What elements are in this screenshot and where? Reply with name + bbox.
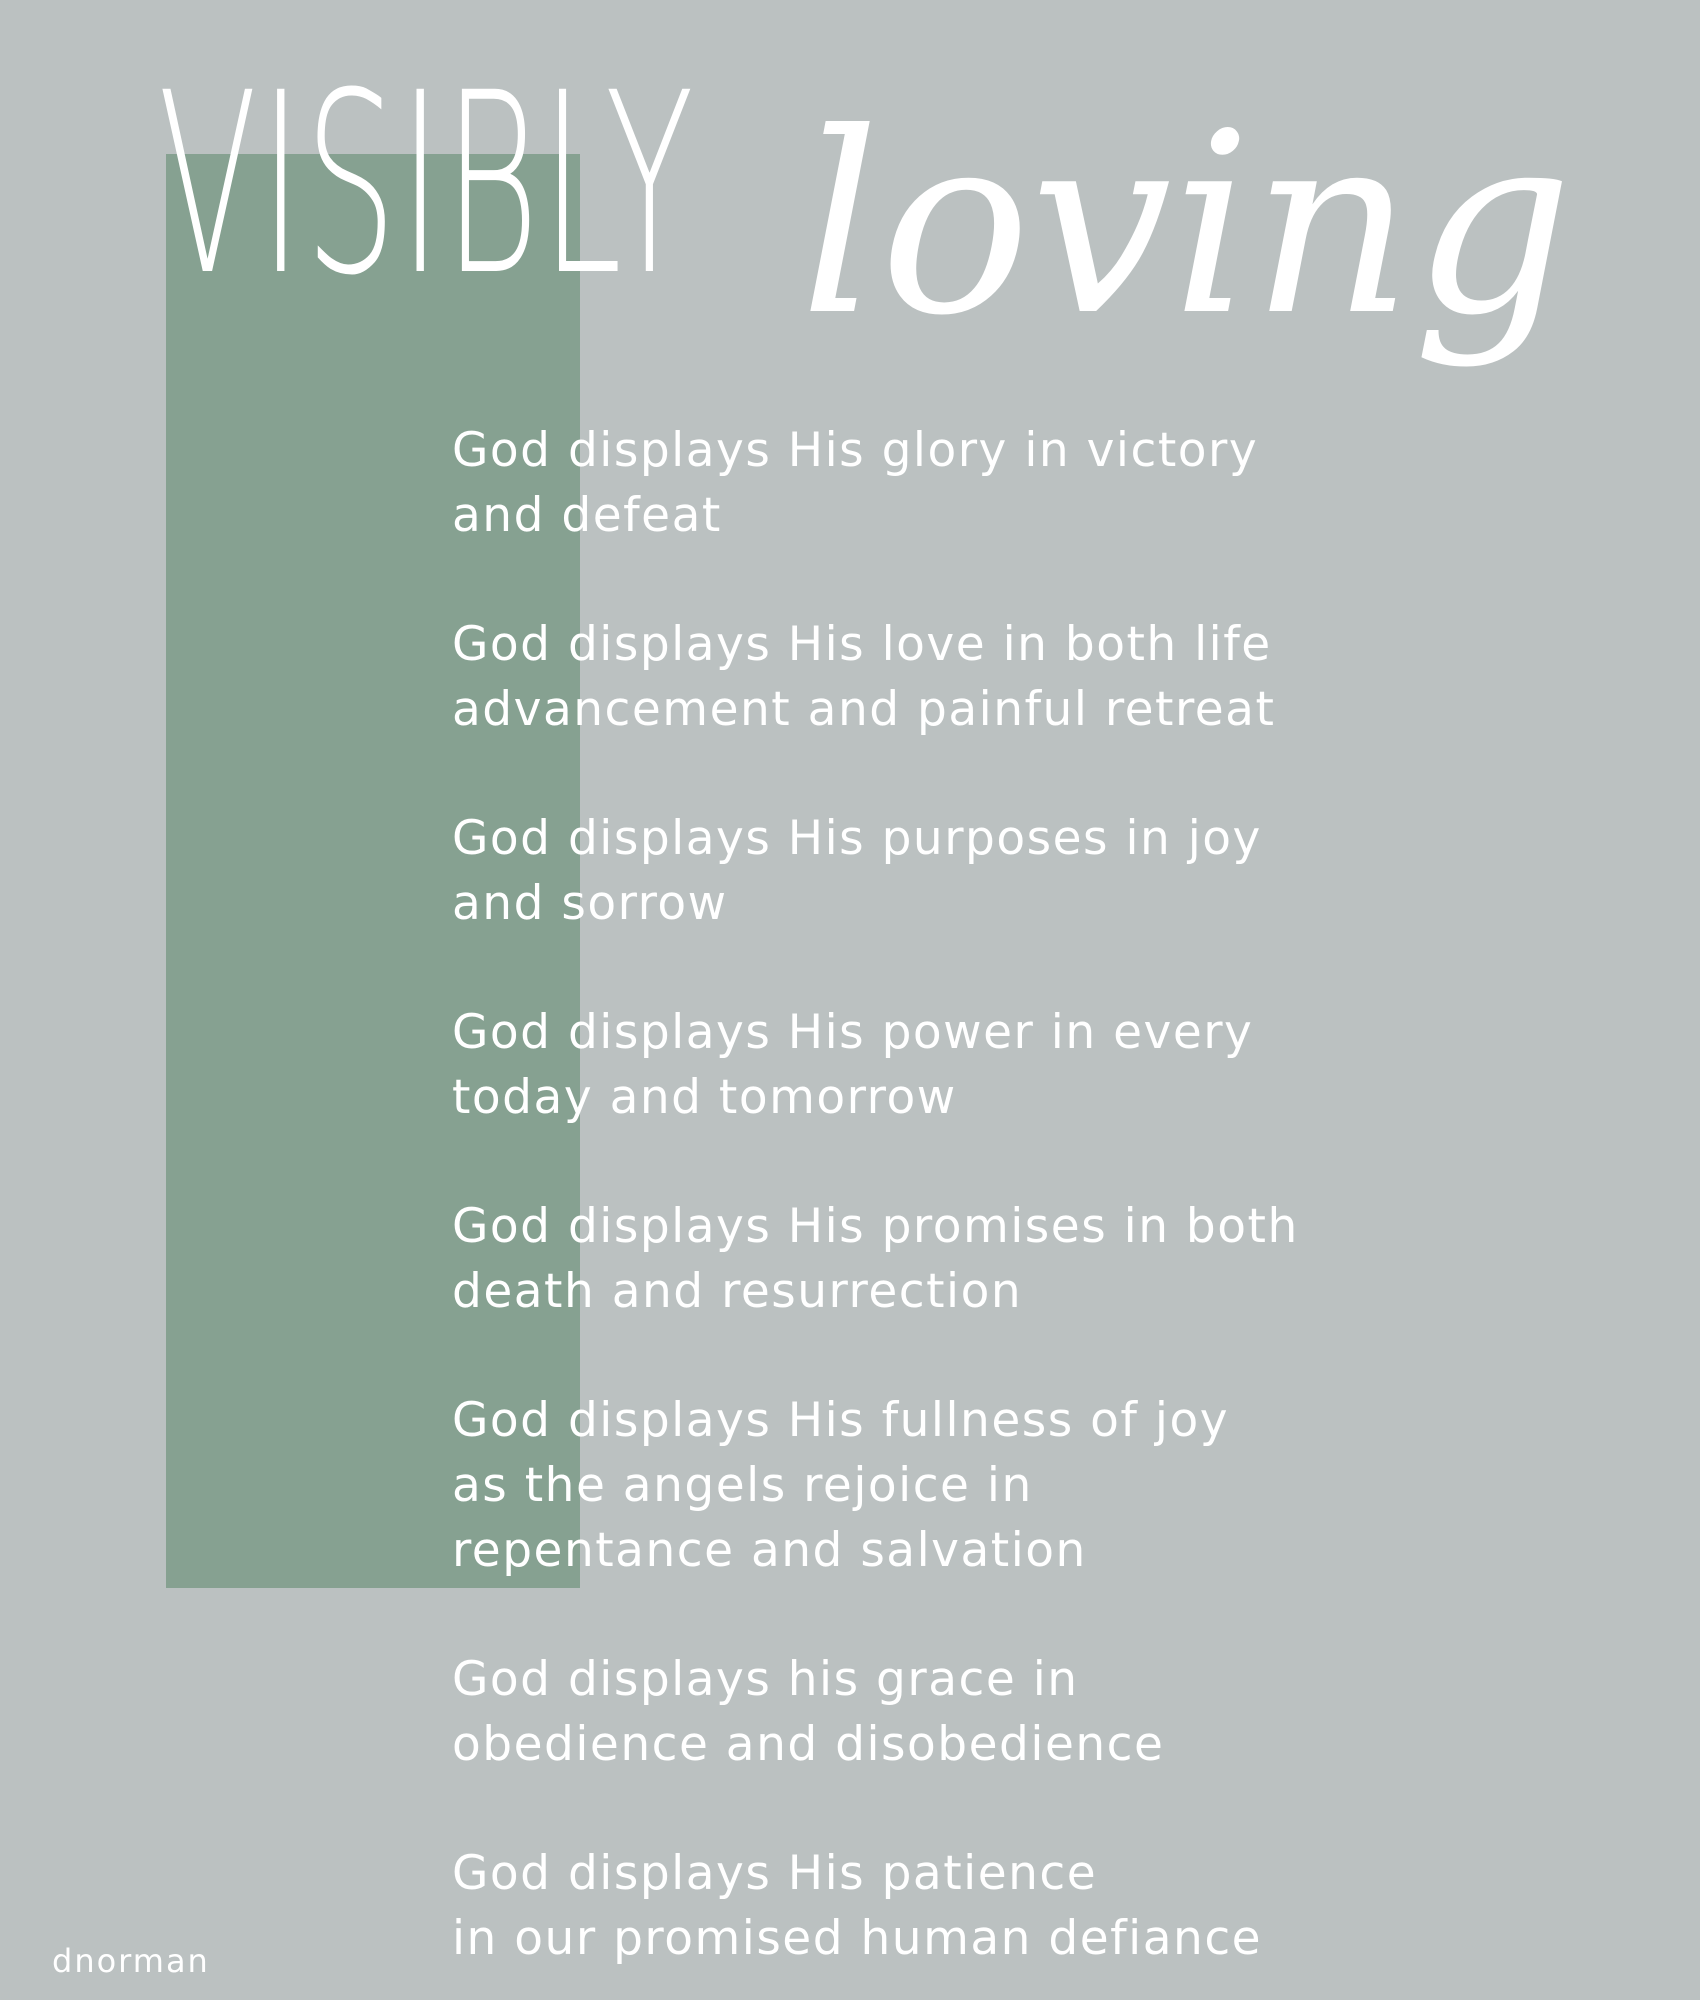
stanza-2 [452, 612, 1352, 742]
stanza-line: advancement and painful retreat [452, 682, 1276, 737]
stanza-line: God displays His glory in victory [452, 423, 1259, 478]
stanza-line: God displays His fullness of joy [452, 1393, 1230, 1448]
poem-stanzas [452, 418, 1352, 2000]
title-loving-script: loving [800, 79, 1573, 370]
stanza-line: today and tomorrow [452, 1070, 957, 1125]
stanza-line: God displays His purposes in joy [452, 811, 1262, 866]
stanza-line: God displays His love in both life [452, 617, 1272, 672]
stanza-line: in our promised human defiance [452, 1911, 1263, 1966]
stanza-line: obedience and disobedience [452, 1717, 1165, 1772]
stanza-line: God displays His power in every [452, 1005, 1254, 1060]
stanza-1 [452, 418, 1352, 548]
stanza-5 [452, 1194, 1352, 1324]
stanza-line: God displays his grace in [452, 1652, 1079, 1707]
stanza-4 [452, 1000, 1352, 1130]
stanza-line: and defeat [452, 488, 722, 543]
stanza-line: death and resurrection [452, 1264, 1023, 1319]
stanza-line: as the angels rejoice in [452, 1458, 1033, 1513]
stanza-line: God displays His promises in both [452, 1199, 1299, 1254]
author-signature: dnorman [52, 1942, 210, 1980]
stanza-7 [452, 1647, 1352, 1777]
stanza-3 [452, 806, 1352, 936]
stanza-8 [452, 1841, 1352, 1971]
stanza-line: and sorrow [452, 876, 728, 931]
stanza-line: God displays His patience [452, 1846, 1098, 1901]
title-visibly: VISIBLY [158, 39, 697, 330]
stanza-6 [452, 1388, 1352, 1583]
stanza-line: repentance and salvation [452, 1523, 1087, 1578]
